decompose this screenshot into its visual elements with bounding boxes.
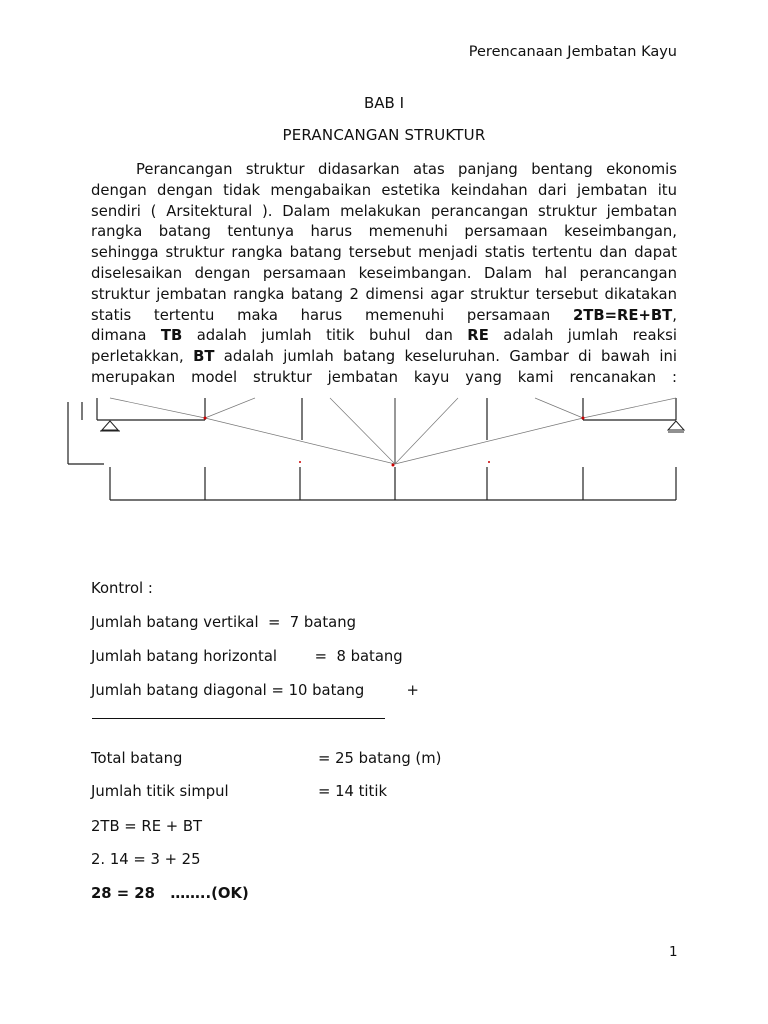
control-heading: Kontrol : [91, 580, 153, 597]
count-diagonal: Jumlah batang diagonal = 10 batang + [91, 682, 419, 699]
node-markers [204, 417, 585, 467]
paragraph-line: dengan dengan tidak mengabaikan estetika keindahan dari jembatan itu [91, 181, 677, 199]
paragraph-line: perletakkan, BT adalah jumlah batang keseluruhan. Gambar di bawah ini [91, 348, 677, 366]
paragraph-line: struktur jembatan rangka batang 2 dimensi agar struktur tersebut dikatakan [91, 285, 677, 303]
paragraph-line: dimana TB adalah jumlah titik buhul dan RE adalah jumlah reaksi [91, 327, 677, 345]
paragraph-line: Perancangan struktur didasarkan atas panjang bentang ekonomis [136, 161, 677, 178]
paragraph-line: diselesaikan dengan persamaan keseimbangan. Dalam hal perancangan [91, 264, 677, 282]
truss-bridge-diagram [0, 390, 768, 510]
sum-rule [92, 718, 385, 719]
formula: 2TB = RE + BT [91, 818, 203, 835]
count-horizontal: Jumlah batang horizontal = 8 batang [91, 648, 403, 665]
running-header: Perencanaan Jembatan Kayu [468, 44, 677, 60]
term-bt: BT [193, 348, 215, 366]
substitution: 2. 14 = 3 + 25 [91, 851, 201, 868]
nodes-value: = 14 titik [318, 783, 388, 800]
page-number: 1 [669, 944, 678, 960]
count-vertical: Jumlah batang vertikal = 7 batang [91, 614, 356, 631]
paragraph-line: sehingga struktur rangka batang tersebut menjadi statis tertentu dan dapat [91, 244, 677, 262]
paragraph-line: rangka batang tentunya harus memenuhi persamaan keseimbangan, [91, 223, 677, 241]
result: 28 = 28 ……..(OK) [91, 885, 249, 902]
paragraph-line: statis tertentu maka harus memenuhi persamaan 2TB=RE+BT, [91, 306, 677, 324]
total-label: Total batang [91, 750, 183, 767]
paragraph-line: sendiri ( Arsitektural ). Dalam melakukan perancangan struktur jembatan [91, 202, 677, 220]
chapter-title: PERANCANGAN STRUKTUR [282, 126, 486, 144]
equation-inline: 2TB=RE+BT [572, 306, 673, 324]
truss-main-members [68, 398, 676, 500]
nodes-label: Jumlah titik simpul [91, 783, 229, 800]
term-re: RE [467, 327, 489, 345]
support-right-icon [668, 421, 684, 432]
total-value: = 25 batang (m) [318, 750, 442, 767]
truss-diagonals [110, 398, 676, 464]
support-left-icon [100, 421, 120, 431]
term-tb: TB [160, 327, 183, 345]
body-paragraph [91, 160, 677, 389]
chapter-label: BAB I [363, 94, 405, 112]
paragraph-line: merupakan model struktur jembatan kayu yang kami rencanakan : [91, 368, 677, 386]
